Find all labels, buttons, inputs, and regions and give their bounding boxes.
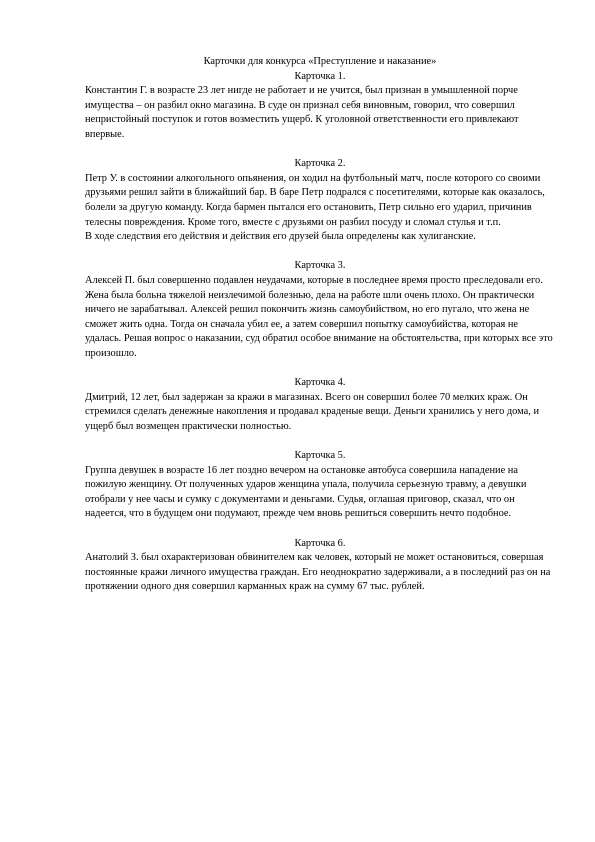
card-heading: Карточка 6. bbox=[294, 537, 346, 549]
card-heading: Карточка 4. bbox=[294, 377, 346, 389]
card-2 bbox=[85, 157, 555, 245]
card-text: Алексей П. был совершенно подавлен неудачами, которые в последнее время просто преследовали его. Жена была больна тяжелой неизлечимой болезнью, дела на работе шли очень плохо. Он практически ничего не зарабатывал. Алексей решил покончить жизнь самоубийством, но его пугало, что жена не сможет жить одна. Тогда он сначала убил ее, а затем совершил попытку самоубийства, которая не удалась. Решая вопрос о наказании, суд обратил особое внимание на обстоятельства, при которых все это произошло. bbox=[85, 274, 553, 359]
card-text: Петр У. в состоянии алкогольного опьянения, он ходил на футбольный матч, после которого со своими друзьями решил зайти в ближайший бар. В баре Петр подрался с посетителями, которые как оказалось, болели за другую команду. Когда бармен пытался его остановить, Петр сильно его ударил, причинив телесны повреждения. Кроме того, вместе с друзьями он разбил посуду и сломал стулья и т.п. bbox=[85, 172, 545, 228]
card-heading: Карточка 5. bbox=[294, 450, 346, 462]
card-text: Группа девушек в возрасте 16 лет поздно вечером на остановке автобуса совершила нападение на пожилую женщину. От полученных ударов женщина упала, получила серьезную травму, а девушки отобрали у нее часы и сумку с документами и деньгами. Судья, оглашая приговор, сказал, что он надеется, что в будущем они подумают, прежде чем вновь решиться совершить нечто подобное. bbox=[85, 464, 527, 520]
card-text: Дмитрий, 12 лет, был задержан за кражи в магазинах. Всего он совершил более 70 мелких краж. Он стремился сделать денежные накопления и продавал краденые вещи. Деньги хранились у него дома, и ущерб был возмещен практически полностью. bbox=[85, 391, 540, 432]
card-3 bbox=[85, 259, 555, 361]
card-5 bbox=[85, 449, 555, 522]
document-title: Карточки для конкурса «Преступление и наказание» bbox=[203, 56, 437, 67]
card-text: Константин Г. в возрасте 23 лет нигде не работает и не учится, был признан в умышленной порче имущества – он разбил окно магазина. В суде он признал себя виновным, говорил, что совершил непристойный поступок и готов возместить ущерб. К уголовной ответственности его привлекают впервые. bbox=[85, 85, 519, 140]
card-heading: Карточка 3. bbox=[294, 260, 346, 272]
card-6 bbox=[85, 537, 555, 595]
card-text: В ходе следствия его действия и действия его друзей была определены как хулиганские. bbox=[85, 231, 476, 243]
card-heading: Карточка 1. bbox=[294, 70, 346, 82]
card-text: Анатолий З. был охарактеризован обвинителем как человек, который не может остановиться, совершая постоянные кражи личного имущества граждан. Его неоднократно задерживали, а в последний раз он на протяжении одного дня совершил карманных краж на сумму 67 тыс. рублей. bbox=[85, 552, 551, 593]
card-1 bbox=[85, 70, 555, 143]
card-4 bbox=[85, 376, 555, 434]
card-heading: Карточка 2. bbox=[294, 158, 346, 170]
document-page bbox=[85, 55, 555, 610]
